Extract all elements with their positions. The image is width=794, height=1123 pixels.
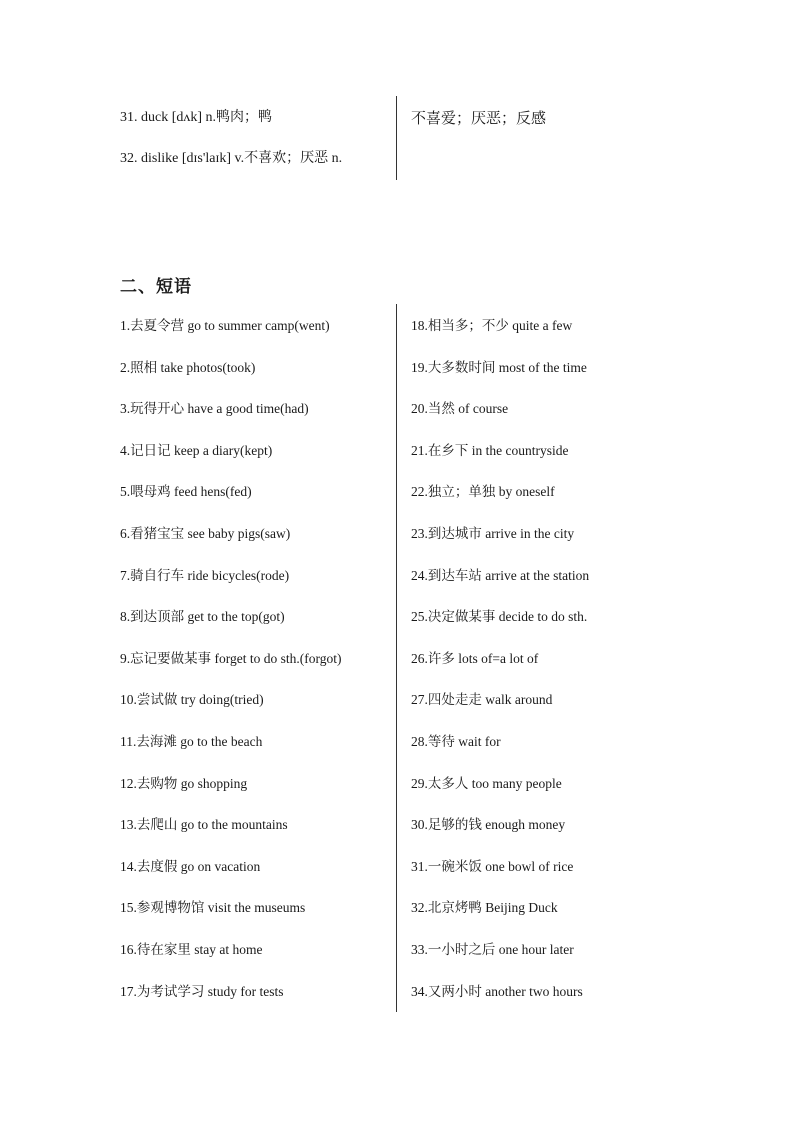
phrase-item: 17.为考试学习 study for tests: [120, 983, 284, 999]
vocabulary-table: [120, 96, 680, 180]
phrase-item: 20.当然 of course: [411, 401, 509, 417]
column-divider: [396, 304, 397, 1012]
phrase-item: 22.独立；单独 by oneself: [411, 484, 555, 500]
phrase-item: 6.看猪宝宝 see baby pigs(saw): [120, 526, 291, 541]
phrase-item: 12.去购物 go shopping: [120, 775, 248, 791]
phrase-item: 19.大多数时间 most of the time: [411, 359, 587, 375]
vocab-entry: 32. dislike [dɪs'laɪk] v.不喜欢；厌恶 n.: [120, 151, 343, 166]
phrase-item: 10.尝试做 try doing(tried): [120, 692, 264, 708]
phrase-item: 24.到达车站 arrive at the station: [411, 567, 590, 583]
phrase-item: 27.四处走走 walk around: [411, 692, 553, 708]
section-heading: 二、短语: [120, 277, 192, 297]
phrase-item: 11.去海滩 go to the beach: [120, 734, 263, 749]
phrase-item: 29.太多人 too many people: [411, 775, 562, 791]
vocabulary-left-column: [120, 96, 396, 180]
vocab-entry: 31. duck [dʌk] n.鸭肉；鸭: [120, 110, 273, 125]
phrase-item: 26.许多 lots of=a lot of: [411, 650, 539, 666]
phrase-item: 33.一小时之后 one hour later: [411, 942, 574, 957]
phrase-item: 16.待在家里 stay at home: [120, 942, 263, 957]
phrase-item: 8.到达顶部 get to the top(got): [120, 609, 285, 625]
column-divider: [396, 96, 397, 180]
phrase-item: 1.去夏令营 go to summer camp(went): [120, 318, 330, 333]
phrase-item: 25.决定做某事 decide to do sth.: [411, 609, 588, 625]
vocab-entry-continuation: 不喜爱；厌恶；反感: [411, 109, 547, 127]
phrase-item: 28.等待 wait for: [411, 734, 501, 749]
phrase-item: 7.骑自行车 ride bicycles(rode): [120, 567, 290, 583]
phrase-item: 18.相当多；不少 quite a few: [411, 318, 573, 333]
phrase-item: 30.足够的钱 enough money: [411, 817, 566, 833]
phrase-item: 9.忘记要做某事 forget to do sth.(forgot): [120, 650, 342, 666]
phrase-item: 4.记日记 keep a diary(kept): [120, 442, 273, 458]
phrase-item: 14.去度假 go on vacation: [120, 858, 261, 874]
phrase-item: 2.照相 take photos(took): [120, 359, 256, 375]
phrase-item: 21.在乡下 in the countryside: [411, 442, 569, 458]
phrase-item: 34.又两小时 another two hours: [411, 983, 583, 999]
phrase-item: 32.北京烤鸭 Beijing Duck: [411, 900, 558, 916]
phrases-table: [120, 304, 680, 1012]
phrase-item: 31.一碗米饭 one bowl of rice: [411, 858, 574, 874]
phrase-item: 23.到达城市 arrive in the city: [411, 526, 575, 541]
phrase-item: 13.去爬山 go to the mountains: [120, 817, 288, 833]
phrase-item: 5.喂母鸡 feed hens(fed): [120, 484, 252, 500]
phrase-item: 15.参观博物馆 visit the museums: [120, 900, 306, 916]
phrase-item: 3.玩得开心 have a good time(had): [120, 401, 309, 417]
